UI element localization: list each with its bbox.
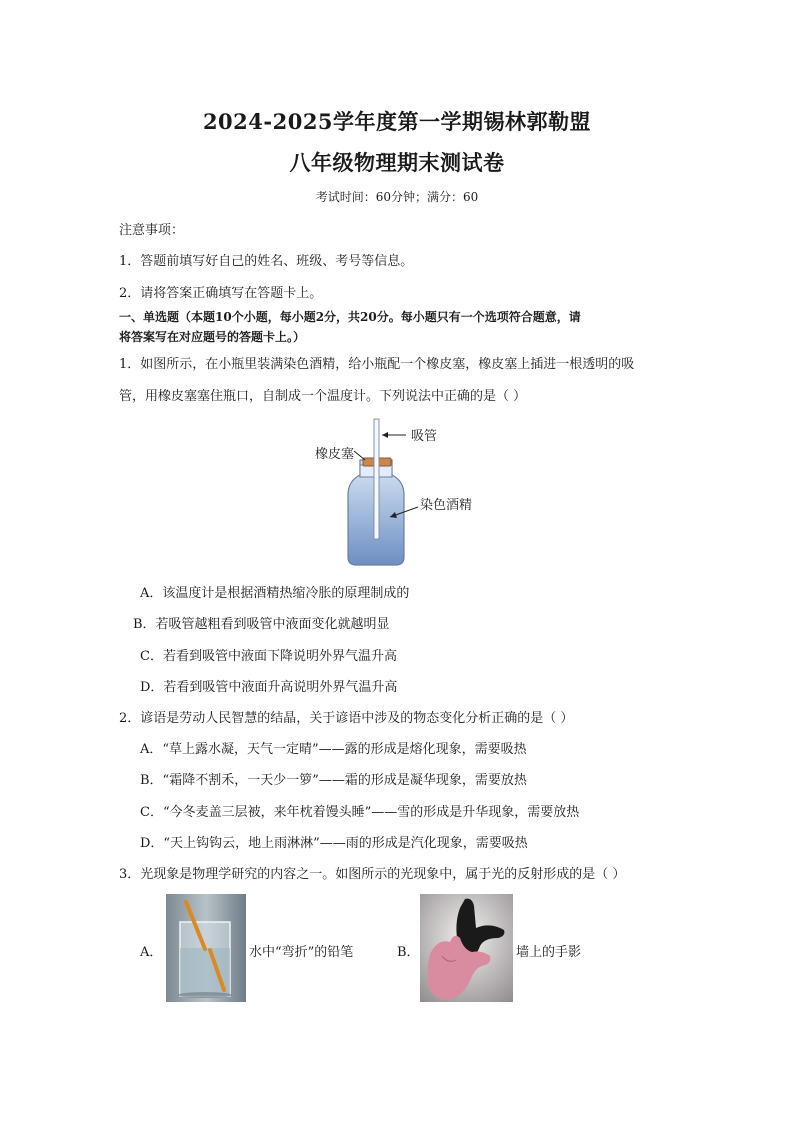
q1-stem-line1: 1．如图所示，在小瓶里装满染色酒精，给小瓶配一个橡皮塞，橡皮塞上插进一根透明的吸: [119, 357, 635, 372]
q2-option-a: A．“草上露水凝，天气一定晴”——露的形成是熔化现象，需要吸热: [140, 742, 527, 757]
hand-shadow-image: [420, 894, 513, 1002]
pencil-in-water-image: [166, 894, 246, 1002]
label-stopper: 橡皮塞: [315, 447, 355, 462]
q3-option-a-caption: 水中“弯折”的铅笔: [249, 945, 354, 960]
q2-option-d: D．“天上钩钩云，地上雨淋淋”——雨的形成是汽化现象，需要吸热: [140, 836, 528, 851]
q1-option-a: A．该温度计是根据酒精热缩冷胀的原理制成的: [140, 586, 410, 601]
note-item: 2．请将答案正确填写在答题卡上。: [119, 286, 323, 301]
q3-option-b-caption: 墙上的手影: [516, 945, 582, 960]
section-heading-line2: 将答案写在对应题号的答题卡上。）: [119, 330, 306, 344]
label-alcohol: 染色酒精: [420, 498, 473, 513]
q1-option-d: D．若看到吸管中液面升高说明外界气温升高: [140, 680, 398, 695]
straw: [374, 419, 379, 539]
section-heading-line1: 一、单选题（本题10个小题，每小题2分，共20分。每小题只有一个选项符合题意，请: [119, 310, 581, 324]
stopper-pointer: [354, 451, 365, 460]
q3-option-b-letter: B．: [397, 945, 420, 960]
q1-option-b: B．若吸管越粗看到吸管中液面变化就越明显: [133, 617, 390, 632]
note-item: 1．答题前填写好自己的姓名、班级、考号等信息。: [119, 254, 414, 269]
q1-option-c: C．若看到吸管中液面下降说明外界气温升高: [140, 649, 397, 664]
q1-stem-line2: 管，用橡皮塞塞住瓶口，自制成一个温度计。下列说法中正确的是（ ）: [119, 389, 527, 404]
q3-option-a-letter: A．: [140, 945, 163, 960]
thermometer-bottle-figure: [300, 415, 500, 570]
exam-info: 考试时间：60分钟；满分：60: [315, 190, 479, 204]
straw-arrow: [382, 432, 388, 438]
q3-stem: 3．光现象是物理学研究的内容之一。如图所示的光现象中，属于光的反射形成的是（ ）: [119, 867, 626, 882]
notes-heading: 注意事项：: [119, 223, 185, 238]
q2-stem: 2．谚语是劳动人民智慧的结晶，关于谚语中涉及的物态变化分析正确的是（ ）: [119, 711, 574, 726]
label-straw: 吸管: [411, 429, 438, 444]
exam-title-line1: 2024-2025学年度第一学期锡林郭勒盟: [202, 109, 592, 134]
q2-option-b: B．“霜降不割禾，一天少一箩”——霜的形成是凝华现象，需要放热: [140, 773, 527, 788]
exam-title-line2: 八年级物理期末测试卷: [289, 150, 505, 175]
q2-option-c: C．“今冬麦盖三层被，来年枕着馒头睡”——雪的形成是升华现象，需要放热: [140, 805, 580, 820]
